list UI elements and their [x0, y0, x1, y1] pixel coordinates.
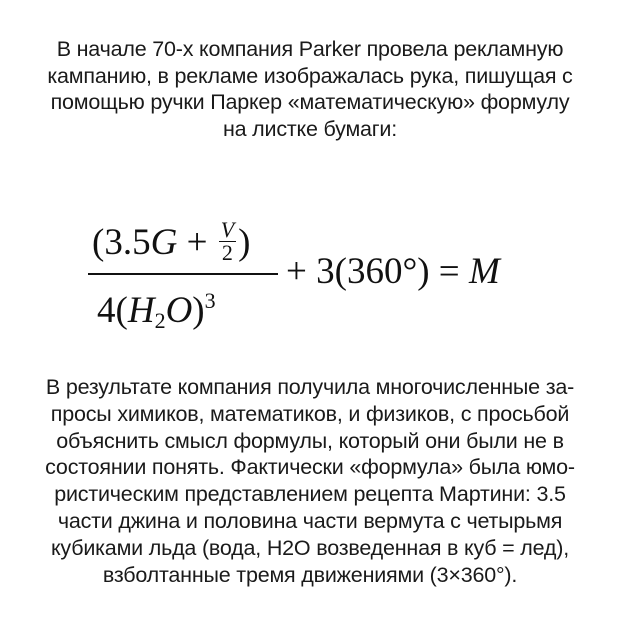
intro-line: кампанию, в рекламе изображалась рука, пишущая с — [47, 63, 573, 88]
outro-line: объяснить смысл формулы, который они были не в — [56, 428, 564, 453]
subscript-2: 2 — [154, 308, 166, 333]
formula-denominator — [97, 281, 216, 341]
outro-line: В результате компания получила многочисленные за- — [45, 375, 575, 399]
numerator-close: ) — [238, 222, 251, 263]
fraction-bar — [88, 273, 278, 275]
outro-line: просы химиков, математиков, и физиков, с просьбой — [50, 401, 570, 426]
v-over-2-fraction — [219, 219, 236, 264]
intro-paragraph — [20, 36, 600, 142]
outro-line: ристическим представлением рецепта Мартини: 3.5 — [54, 482, 566, 507]
variable-h: H — [127, 290, 155, 331]
fraction-bottom: 2 — [221, 240, 233, 266]
outro-line: кубиками льда (вода, H2O возведенная в куб = лед), — [50, 535, 570, 560]
outro-line: состоянии понять. Фактически «формула» была юмо- — [45, 455, 575, 480]
denominator-close: ) — [192, 290, 205, 331]
superscript-3: 3 — [204, 288, 216, 313]
variable-o: O — [165, 290, 193, 331]
formula-numerator — [92, 217, 251, 268]
outro-line: части джина и половина части вермута с четырьмя — [57, 508, 563, 533]
formula-rhs — [286, 252, 500, 292]
numerator-open: (3.5 — [92, 222, 151, 263]
parker-formula — [0, 205, 620, 345]
fraction-top: V — [220, 217, 235, 243]
denominator-coef: 4( — [97, 290, 128, 331]
intro-line: на листке бумаги: — [222, 116, 398, 141]
outro-paragraph — [20, 374, 600, 588]
intro-line: В начале 70-х компания Parker провела рекламную — [56, 37, 564, 61]
outro-line: взболтанные тремя движениями (3×360°). — [102, 562, 518, 587]
rhs-expression: + 3(360°) = — [286, 251, 469, 292]
intro-line: помощью ручки Паркер «математическую» формулу — [50, 90, 570, 114]
numerator-plus: + — [177, 222, 217, 263]
variable-g: G — [150, 222, 178, 263]
variable-m: M — [468, 251, 500, 292]
